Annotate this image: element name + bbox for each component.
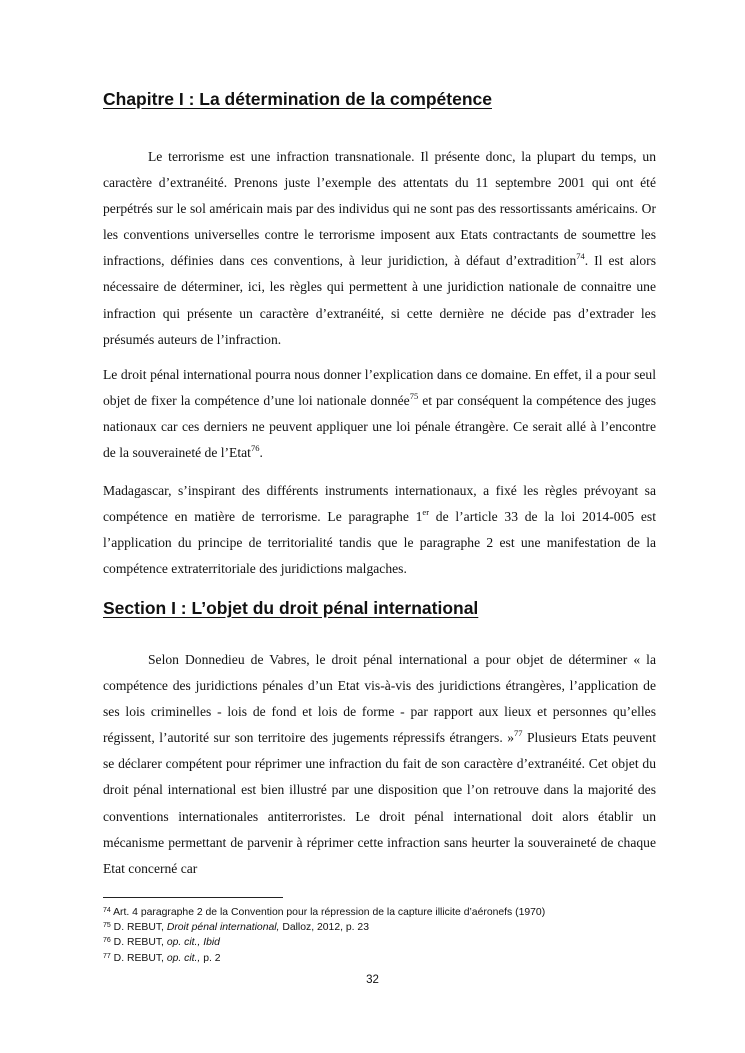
footnote-77: [103, 951, 663, 966]
footnote-separator: [103, 897, 283, 898]
paragraph-1-text-b: . Il est alors nécessaire de déterminer, ici, les règles qui permettent à une juridiction nationale de connaitre une infraction qui présente un caractère d’extranéité, si cette dernière ne décide pas d’extrader les présumés auteurs de l’infraction.: [103, 253, 656, 347]
footnote-ref-74[interactable]: 74: [576, 251, 585, 262]
paragraph-3-text-b: de l’article 33 de la loi 2014-005 est l’application du principe de territorialité tandis que le paragraphe 2 est une manifestation de la compétence extraterritoriale des juridictions malgaches.: [103, 509, 656, 577]
footnote-publisher: Dalloz, 2012, p. 23: [279, 922, 369, 934]
footnote-number: 76: [103, 937, 111, 945]
footnote-reference: op. cit., Ibid: [166, 937, 220, 949]
paragraph-2-text-c: .: [259, 445, 263, 461]
paragraph-3-text-a: Madagascar, s’inspirant des différents instruments internationaux, a fixé les règles prévoyant sa compétence en matière de terrorisme. Le paragraphe 1: [103, 483, 656, 525]
section-title: Section I : L’objet du droit pénal international: [103, 598, 479, 618]
paragraph-2-text-b: et par conséquent la compétence des juges nationaux car ces derniers ne peuvent appliquer une loi pénale étrangère. Ce serait allé à l’encontre de la souveraineté de l’Etat: [103, 393, 656, 461]
footnote-reference: op. cit.,: [166, 952, 201, 964]
footnote-number: 77: [103, 952, 111, 960]
footnote-ref-76[interactable]: 76: [250, 443, 260, 454]
footnote-76: [103, 935, 663, 950]
paragraph-2: [103, 362, 656, 466]
footnote-75: [103, 920, 663, 935]
footnote-74: [103, 905, 663, 920]
paragraph-4: [103, 647, 656, 882]
paragraph-1: [103, 144, 656, 353]
paragraph-1-text-a: Le terrorisme est une infraction transnationale. Il présente donc, la plupart du temps, un caractère d’extranéité. Prenons juste l’exemple des attentats du 11 septembre 2001 qui ont été perpétrés sur le sol américain mais par des individus qui ne sont pas des ressortissants américains. Or les conventions universelles contre le terrorisme imposent aux Etats contractants de soumettre les infractions, définies dans ces conventions, à leur juridiction, à défaut d’extradition: [103, 149, 656, 269]
paragraph-3: [103, 478, 656, 582]
footnotes: [103, 905, 663, 966]
footnote-page: p. 2: [200, 952, 221, 964]
footnote-number: 75: [103, 922, 111, 930]
footnote-number: 74: [103, 907, 111, 914]
paragraph-4-text-a: Selon Donnedieu de Vabres, le droit pénal international a pour objet de déterminer « la compétence des juridictions pénales d’un Etat vis-à-vis des juridictions étrangères, l’application de ses lois criminelles - lois de fond et lois de forme - par rapport aux lieux et personnes qu’elles régissent, l’autorité sur son territoire des jugements répressifs étrangers. »: [103, 652, 656, 746]
page-number: 32: [366, 974, 379, 986]
paragraph-2-text-a: Le droit pénal international pourra nous donner l’explication dans ce domaine. En effet, il a pour seul objet de fixer la compétence d’une loi nationale donnée: [103, 367, 656, 409]
footnote-text: Art. 4 paragraphe 2 de la Convention pour la répression de la capture illicite d’aéronefs (1970): [110, 907, 546, 918]
footnote-author: D. REBUT,: [110, 952, 167, 964]
footnote-author: D. REBUT,: [110, 922, 167, 934]
footnote-title: Droit pénal international,: [166, 922, 280, 934]
chapter-title: Chapitre I : La détermination de la compétence: [103, 89, 492, 109]
footnote-ref-77[interactable]: 77: [514, 728, 523, 739]
paragraph-4-text-b: Plusieurs Etats peuvent se déclarer compétent pour réprimer une infraction du fait de son caractère d’extranéité. Cet objet du droit pénal international est bien illustré par une disposition que l’on retrouve dans la majorité des conventions internationales antiterroristes. Le droit pénal international doit alors établir un mécanisme permettant de parvenir à réprimer cette infraction sans heurter la souveraineté de chaque Etat concerné car: [103, 730, 656, 876]
footnote-ref-75[interactable]: 75: [409, 391, 419, 402]
ordinal-superscript: er: [422, 507, 430, 518]
footnote-author: D. REBUT,: [110, 937, 167, 949]
